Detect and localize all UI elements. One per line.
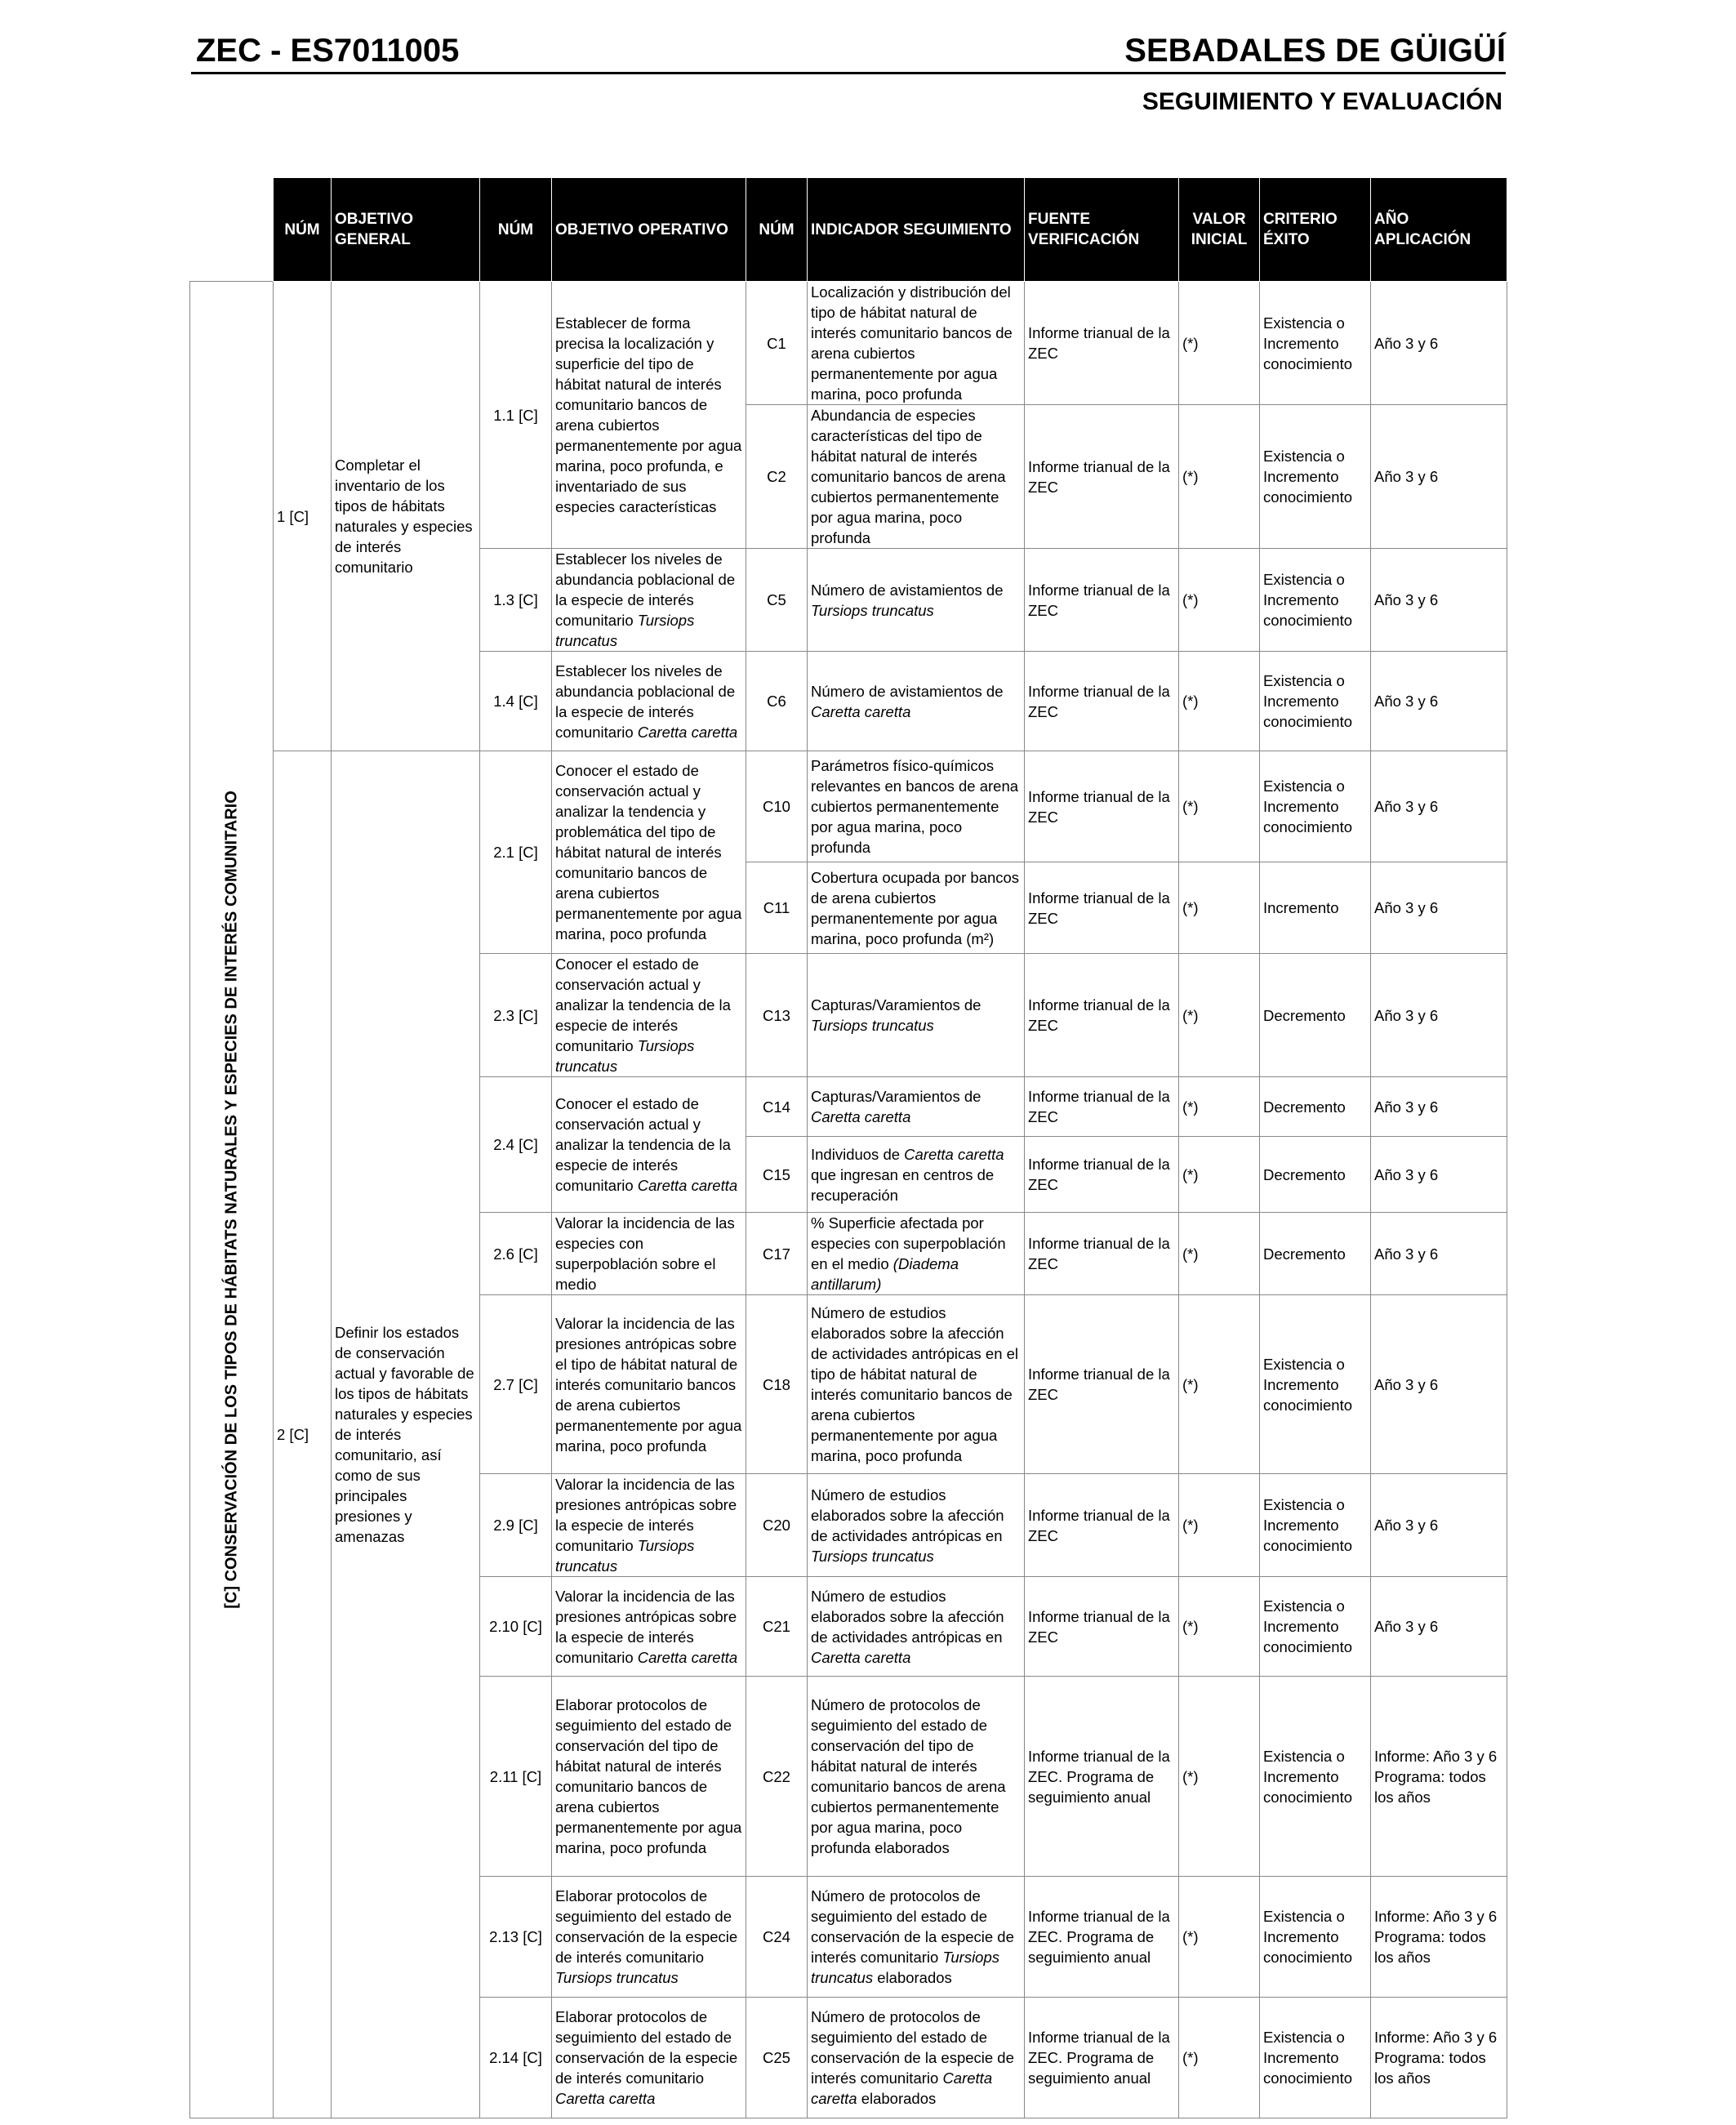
indicator-valor: (*): [1179, 1137, 1260, 1213]
species-name: Tursiops truncatus: [555, 1969, 679, 1986]
indicator-valor: (*): [1179, 1213, 1260, 1295]
operativo-text: Valorar la incidencia de las presiones antrópicas sobre el tipo de hábitat natural de interés comunitario bancos de arena cubiertos permanentemente por agua marina, poco profunda: [552, 1295, 746, 1474]
indicator-anio: Año 3 y 6: [1371, 652, 1507, 751]
operativo-text: Conocer el estado de conservación actual y analizar la tendencia y problemática del tipo de hábitat natural de interés comunitario bancos de arena cubiertos permanentemente por agua marina, poco profunda: [552, 751, 746, 954]
indicator-criterio: Existencia o Incremento conocimiento: [1260, 1295, 1371, 1474]
indicator-anio: Año 3 y 6: [1371, 1577, 1507, 1677]
indicator-text: [808, 549, 1025, 652]
col-objetivo-general: OBJETIVO GENERAL: [332, 178, 480, 282]
operativo-text: Elaborar protocolos de seguimiento del estado de conservación del tipo de hábitat natural de interés comunitario bancos de arena cubiertos permanentemente por agua marina, poco profunda: [552, 1677, 746, 1877]
section-title: SEGUIMIENTO Y EVALUACIÓN: [1142, 88, 1502, 115]
indicator-valor: (*): [1179, 751, 1260, 862]
indicator-num: C11: [746, 862, 808, 954]
operativo-num: 2.11 [C]: [480, 1677, 552, 1877]
general-text: Definir los estados de conservación actual y favorable de los tipos de hábitats naturales y especies de interés comunitario, así como de sus principales presiones y amenazas: [332, 751, 480, 2118]
indicator-fuente: Informe trianual de la ZEC. Programa de seguimiento anual: [1025, 1677, 1179, 1877]
indicator-text: [808, 1077, 1025, 1137]
indicator-anio: Informe: Año 3 y 6 Programa: todos los años: [1371, 1877, 1507, 1998]
col-anio-aplicacion: AÑO APLICACIÓN: [1371, 178, 1507, 282]
operativo-text: [552, 1998, 746, 2118]
species-name: Tursiops truncatus: [555, 612, 695, 649]
operativo-text: [552, 652, 746, 751]
indicator-criterio: Existencia o Incremento conocimiento: [1260, 751, 1371, 862]
indicator-num: C1: [746, 282, 808, 405]
indicator-text: Número de protocolos de seguimiento del estado de conservación del tipo de hábitat natural de interés comunitario bancos de arena cubiertos permanentemente por agua marina, poco profunda elaborados: [808, 1677, 1025, 1877]
species-name: Tursiops truncatus: [811, 1547, 934, 1565]
indicator-num: C18: [746, 1295, 808, 1474]
indicator-num: C6: [746, 652, 808, 751]
indicator-text: [808, 1474, 1025, 1577]
operativo-text: [552, 1877, 746, 1998]
col-fuente-verificacion: FUENTE VERIFICACIÓN: [1025, 178, 1179, 282]
document-code: ZEC - ES7011005: [196, 33, 460, 69]
indicator-fuente: Informe trianual de la ZEC: [1025, 1474, 1179, 1577]
indicator-num: C22: [746, 1677, 808, 1877]
operativo-text-main: Establecer los niveles de abundancia poblacional de la especie de interés comunitario: [555, 662, 736, 741]
general-num: 2 [C]: [274, 751, 332, 2118]
general-text: Completar el inventario de los tipos de hábitats naturales y especies de interés comunitario: [332, 282, 480, 751]
species-name: Caretta caretta: [904, 1145, 1004, 1163]
indicator-fuente: Informe trianual de la ZEC: [1025, 282, 1179, 405]
operativo-text-main: Valorar la incidencia de las presiones antrópicas sobre la especie de interés comunitario: [555, 1587, 737, 1666]
indicator-num: C21: [746, 1577, 808, 1677]
indicator-text-main: Capturas/Varamientos de: [811, 996, 982, 1013]
indicator-fuente: Informe trianual de la ZEC: [1025, 1577, 1179, 1677]
operativo-text: Valorar la incidencia de las especies con superpoblación sobre el medio: [552, 1213, 746, 1295]
species-name: Caretta caretta: [555, 2090, 656, 2107]
indicator-text: Parámetros físico-químicos relevantes en bancos de arena cubiertos permanentemente por agua marina, poco profunda: [808, 751, 1025, 862]
indicator-fuente: Informe trianual de la ZEC: [1025, 405, 1179, 549]
indicator-valor: (*): [1179, 1998, 1260, 2118]
indicator-anio: Año 3 y 6: [1371, 1137, 1507, 1213]
indicator-criterio: Existencia o Incremento conocimiento: [1260, 1677, 1371, 1877]
species-name: Tursiops truncatus: [811, 601, 934, 619]
indicator-criterio: Existencia o Incremento conocimiento: [1260, 1577, 1371, 1677]
col-objetivo-operativo: OBJETIVO OPERATIVO: [552, 178, 746, 282]
indicator-fuente: Informe trianual de la ZEC: [1025, 1137, 1179, 1213]
indicator-fuente: Informe trianual de la ZEC: [1025, 1213, 1179, 1295]
species-name: (Diadema antillarum): [811, 1255, 959, 1293]
indicator-valor: (*): [1179, 862, 1260, 954]
indicator-text: Cobertura ocupada por bancos de arena cubiertos permanentemente por agua marina, poco profunda (m²): [808, 862, 1025, 954]
indicator-criterio: Existencia o Incremento conocimiento: [1260, 282, 1371, 405]
operativo-num: 2.3 [C]: [480, 954, 552, 1077]
operativo-text: Establecer de forma precisa la localización y superficie del tipo de hábitat natural de interés comunitario bancos de arena cubiertos permanentemente por agua marina, poco profunda, e inventariado de sus especies características: [552, 282, 746, 549]
operativo-num: 2.9 [C]: [480, 1474, 552, 1577]
operativo-text-main: Conocer el estado de conservación actual y analizar la tendencia de la especie de interés comunitario: [555, 1095, 731, 1194]
indicator-valor: (*): [1179, 1474, 1260, 1577]
table-header: [190, 178, 1507, 282]
operativo-text: [552, 1474, 746, 1577]
species-name: Tursiops truncatus: [811, 1017, 934, 1034]
indicator-num: C13: [746, 954, 808, 1077]
general-num: 1 [C]: [274, 282, 332, 751]
indicator-text-main: Número de protocolos de seguimiento del estado de conservación de la especie de interés comunitario: [811, 2008, 1014, 2087]
indicator-text: [808, 1137, 1025, 1213]
col-num-indicador: NÚM: [746, 178, 808, 282]
indicator-anio: Informe: Año 3 y 6 Programa: todos los años: [1371, 1998, 1507, 2118]
indicator-valor: (*): [1179, 954, 1260, 1077]
header-rule: [191, 72, 1506, 74]
operativo-text-main: Conocer el estado de conservación actual y analizar la tendencia de la especie de interés comunitario: [555, 956, 731, 1054]
indicator-num: C5: [746, 549, 808, 652]
col-valor-inicial: VALOR INICIAL: [1179, 178, 1260, 282]
indicator-fuente: Informe trianual de la ZEC: [1025, 751, 1179, 862]
indicator-anio: Año 3 y 6: [1371, 405, 1507, 549]
species-name: Caretta caretta: [637, 723, 738, 741]
indicator-valor: (*): [1179, 549, 1260, 652]
indicator-text-main: Número de avistamientos de: [811, 682, 1004, 700]
indicator-criterio: Existencia o Incremento conocimiento: [1260, 652, 1371, 751]
operativo-num: 2.6 [C]: [480, 1213, 552, 1295]
indicator-fuente: Informe trianual de la ZEC. Programa de seguimiento anual: [1025, 1877, 1179, 1998]
operativo-num: 2.14 [C]: [480, 1998, 552, 2118]
operativo-text: [552, 1077, 746, 1213]
indicator-text-main: Número de estudios elaborados sobre la afección de actividades antrópicas en: [811, 1486, 1004, 1544]
operativo-text-main: Elaborar protocolos de seguimiento del estado de conservación de la especie de interés comunitario: [555, 2008, 738, 2087]
indicator-num: C17: [746, 1213, 808, 1295]
side-label: [C] CONSERVACIÓN DE LOS TIPOS DE HÁBITATS NATURALES Y ESPECIES DE INTERÉS COMUNITARIO: [222, 791, 240, 1609]
species-name: Tursiops truncatus: [811, 1949, 1000, 1986]
indicator-fuente: Informe trianual de la ZEC: [1025, 1295, 1179, 1474]
indicator-valor: (*): [1179, 1877, 1260, 1998]
col-num-operativo: NÚM: [480, 178, 552, 282]
indicator-num: C25: [746, 1998, 808, 2118]
indicator-text-post: elaborados: [877, 1969, 952, 1986]
col-indicador-seguimiento: INDICADOR SEGUIMIENTO: [808, 178, 1025, 282]
side-label-cell: [190, 282, 274, 2118]
indicator-text-main: % Superficie afectada por especies con superpoblación en el medio: [811, 1214, 1006, 1272]
indicator-text: [808, 954, 1025, 1077]
indicator-num: C10: [746, 751, 808, 862]
operativo-num: 2.13 [C]: [480, 1877, 552, 1998]
indicator-valor: (*): [1179, 1677, 1260, 1877]
indicator-anio: Año 3 y 6: [1371, 1474, 1507, 1577]
indicator-anio: Informe: Año 3 y 6 Programa: todos los años: [1371, 1677, 1507, 1877]
indicator-criterio: Existencia o Incremento conocimiento: [1260, 1877, 1371, 1998]
operativo-num: 2.7 [C]: [480, 1295, 552, 1474]
indicator-fuente: Informe trianual de la ZEC: [1025, 954, 1179, 1077]
indicator-fuente: Informe trianual de la ZEC: [1025, 652, 1179, 751]
indicator-anio: Año 3 y 6: [1371, 954, 1507, 1077]
indicator-text-pre: Individuos de: [811, 1145, 901, 1163]
indicator-text: Abundancia de especies características del tipo de hábitat natural de interés comunitario bancos de arena cubiertos permanentemente por agua marina, poco profunda: [808, 405, 1025, 549]
operativo-text: [552, 549, 746, 652]
indicator-valor: (*): [1179, 652, 1260, 751]
col-criterio-exito: CRITERIO ÉXITO: [1260, 178, 1371, 282]
indicator-num: C14: [746, 1077, 808, 1137]
indicator-num: C24: [746, 1877, 808, 1998]
indicator-fuente: Informe trianual de la ZEC: [1025, 862, 1179, 954]
indicator-anio: Año 3 y 6: [1371, 1213, 1507, 1295]
indicator-anio: Año 3 y 6: [1371, 549, 1507, 652]
indicator-anio: Año 3 y 6: [1371, 1077, 1507, 1137]
operativo-text-main: Valorar la incidencia de las presiones antrópicas sobre la especie de interés comunitario: [555, 1476, 737, 1554]
indicator-text-main: Número de avistamientos de: [811, 581, 1004, 599]
operativo-num: 2.4 [C]: [480, 1077, 552, 1213]
species-name: Caretta caretta: [637, 1177, 738, 1194]
operativo-text: [552, 954, 746, 1077]
header-blank: [190, 178, 274, 282]
indicator-num: C15: [746, 1137, 808, 1213]
indicator-text-post: elaborados: [861, 2090, 937, 2107]
operativo-text-main: Establecer los niveles de abundancia poblacional de la especie de interés comunitario: [555, 550, 736, 629]
indicator-text: [808, 1577, 1025, 1677]
indicator-criterio: Existencia o Incremento conocimiento: [1260, 1474, 1371, 1577]
col-num-general: NÚM: [274, 178, 332, 282]
indicator-fuente: Informe trianual de la ZEC: [1025, 549, 1179, 652]
indicator-criterio: Existencia o Incremento conocimiento: [1260, 549, 1371, 652]
indicator-text-main: Número de estudios elaborados sobre la afección de actividades antrópicas en: [811, 1587, 1004, 1646]
operativo-text-main: Elaborar protocolos de seguimiento del estado de conservación de la especie de interés comunitario: [555, 1887, 738, 1966]
operativo-text: [552, 1577, 746, 1677]
species-name: Caretta caretta: [811, 1648, 911, 1666]
species-name: Caretta caretta: [811, 1108, 911, 1125]
indicator-valor: (*): [1179, 405, 1260, 549]
indicator-num: C20: [746, 1474, 808, 1577]
operativo-num: 1.1 [C]: [480, 282, 552, 549]
table-row: [190, 282, 1507, 405]
indicator-criterio: Existencia o Incremento conocimiento: [1260, 405, 1371, 549]
indicator-anio: Año 3 y 6: [1371, 862, 1507, 954]
indicator-fuente: Informe trianual de la ZEC. Programa de seguimiento anual: [1025, 1998, 1179, 2118]
species-name: Caretta caretta: [637, 1648, 738, 1666]
indicator-fuente: Informe trianual de la ZEC: [1025, 1077, 1179, 1137]
indicator-anio: Año 3 y 6: [1371, 282, 1507, 405]
indicator-criterio: Existencia o Incremento conocimiento: [1260, 1998, 1371, 2118]
indicator-anio: Año 3 y 6: [1371, 1295, 1507, 1474]
species-name: Tursiops truncatus: [555, 1037, 695, 1075]
indicator-valor: (*): [1179, 1295, 1260, 1474]
indicator-criterio: Decremento: [1260, 1137, 1371, 1213]
indicator-criterio: Decremento: [1260, 1077, 1371, 1137]
indicator-text: [808, 1998, 1025, 2118]
indicator-text-main: Número de protocolos de seguimiento del estado de conservación de la especie de interés comunitario: [811, 1887, 1014, 1966]
indicator-valor: (*): [1179, 1577, 1260, 1677]
indicator-num: C2: [746, 405, 808, 549]
operativo-num: 2.10 [C]: [480, 1577, 552, 1677]
indicator-text: [808, 1213, 1025, 1295]
operativo-num: 1.4 [C]: [480, 652, 552, 751]
operativo-num: 2.1 [C]: [480, 751, 552, 954]
monitoring-table: [189, 177, 1507, 2118]
indicator-criterio: Incremento: [1260, 862, 1371, 954]
indicator-text: Número de estudios elaborados sobre la afección de actividades antrópicas en el tipo de hábitat natural de interés comunitario bancos de arena cubiertos permanentemente por agua marina, poco profunda: [808, 1295, 1025, 1474]
indicator-anio: Año 3 y 6: [1371, 751, 1507, 862]
indicator-text: [808, 1877, 1025, 1998]
indicator-text-post: que ingresan en centros de recuperación: [811, 1165, 995, 1204]
species-name: Tursiops truncatus: [555, 1537, 695, 1575]
indicator-valor: (*): [1179, 282, 1260, 405]
indicator-valor: (*): [1179, 1077, 1260, 1137]
species-name: Caretta caretta: [811, 2069, 993, 2107]
indicator-criterio: Decremento: [1260, 954, 1371, 1077]
species-name: Caretta caretta: [811, 702, 911, 720]
indicator-criterio: Decremento: [1260, 1213, 1371, 1295]
table-row: [190, 751, 1507, 862]
document-title: SEBADALES DE GÜIGÜÍ: [1124, 33, 1506, 69]
operativo-num: 1.3 [C]: [480, 549, 552, 652]
indicator-text: Localización y distribución del tipo de hábitat natural de interés comunitario bancos de arena cubiertos permanentemente por agua marina, poco profunda: [808, 282, 1025, 405]
indicator-text: [808, 652, 1025, 751]
indicator-text-main: Capturas/Varamientos de: [811, 1088, 982, 1105]
